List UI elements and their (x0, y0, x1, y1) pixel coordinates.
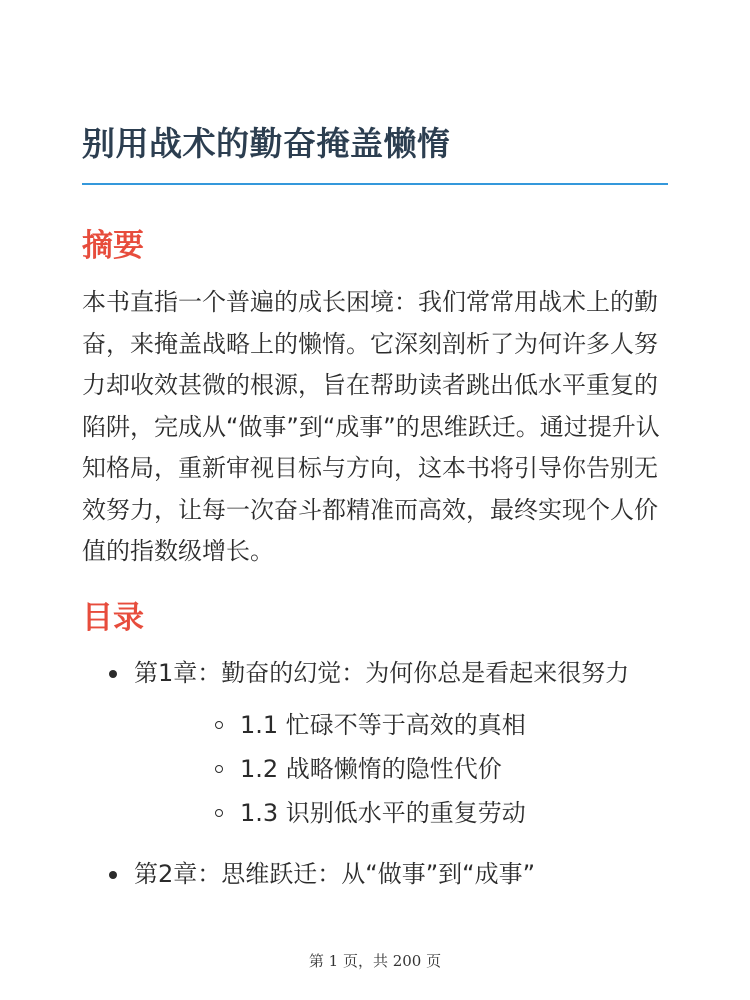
toc-list (82, 655, 672, 892)
bullet-icon (109, 670, 117, 678)
title-divider (82, 183, 668, 185)
toc-section-1-3 (134, 791, 672, 835)
toc-chapter-1 (82, 655, 672, 835)
section-title: 1.2 战略懒惰的隐性代价 (240, 755, 502, 783)
section-title: 1.3 识别低水平的重复劳动 (240, 799, 526, 827)
chapter-title: 第2章：思维跃迁：从“做事”到“成事” (134, 860, 536, 888)
circle-bullet-icon (215, 765, 223, 773)
circle-bullet-icon (215, 721, 223, 729)
bullet-icon (109, 871, 117, 879)
circle-bullet-icon (215, 809, 223, 817)
document-title: 别用战术的勤奋掩盖懒惰 (82, 124, 451, 163)
toc-chapter-2 (82, 856, 672, 892)
section-title: 1.1 忙碌不等于高效的真相 (240, 711, 526, 739)
chapter-title: 第1章：勤奋的幻觉：为何你总是看起来很努力 (134, 659, 630, 687)
summary-heading: 摘要 (82, 228, 144, 264)
summary-paragraph: 本书直指一个普遍的成长困境：我们常常用战术上的勤奋，来掩盖战略上的懒惰。它深刻剖析了为何许多人努力却收效甚微的根源，旨在帮助读者跳出低水平重复的陷阱，完成从“做事”到“成事”的思维跃迁。通过提升认知格局，重新审视目标与方向，这本书将引导你告别无效努力，让每一次奋斗都精准而高效，最终实现个人价值的指数级增长。 (82, 288, 660, 565)
toc-section-1-1 (134, 703, 672, 747)
section-list (134, 703, 672, 835)
toc-heading: 目录 (82, 600, 144, 636)
toc-section-1-2 (134, 747, 672, 791)
page-number: 第 1 页，共 200 页 (308, 952, 442, 970)
